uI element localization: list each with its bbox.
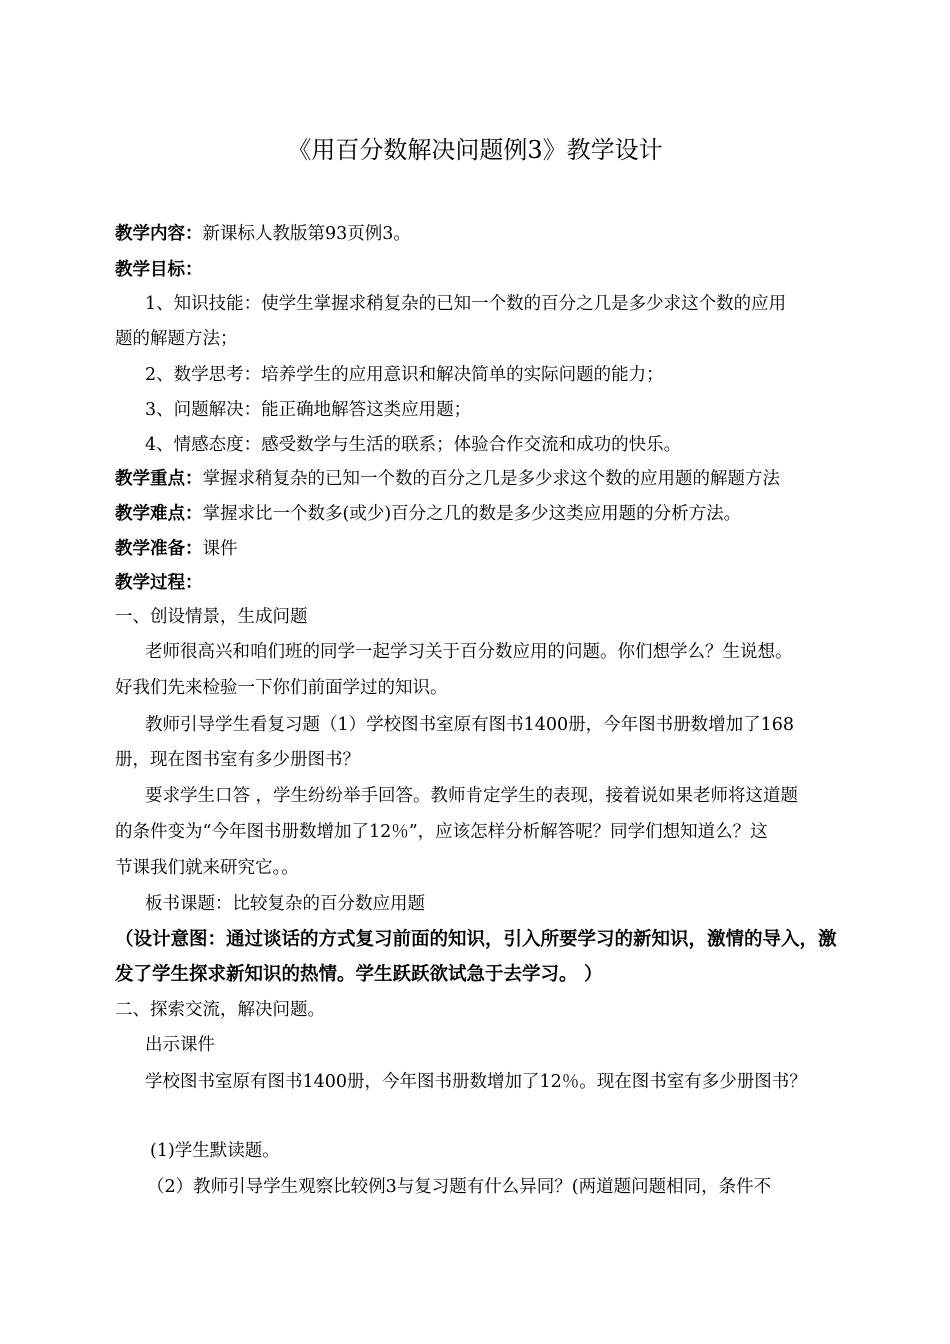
step-1: (1)学生默读题。 bbox=[150, 1141, 280, 1161]
goal-1-line-1: 1、知识技能：使学生掌握求稍复杂的已知一个数的百分之几是多少求这个数的应用 bbox=[145, 294, 787, 314]
goal-1-line-2: 题的解题方法； bbox=[115, 329, 238, 349]
paragraph-1-line-1: 老师很高兴和咱们班的同学一起学习关于百分数应用的问题。你们想学么？生说想。 bbox=[145, 642, 793, 662]
section-2-heading: 二、探索交流，解决问题。 bbox=[115, 1000, 325, 1020]
board-title: 板书课题：比较复杂的百分数应用题 bbox=[145, 894, 425, 914]
teaching-content bbox=[115, 222, 411, 246]
show-courseware: 出示课件 bbox=[145, 1035, 215, 1055]
preparation-text: 课件 bbox=[202, 539, 238, 559]
design-intent-line-2: 发了学生探求新知识的热情。学生跃跃欲试急于去学习。 ） bbox=[115, 964, 603, 985]
key-point bbox=[115, 467, 780, 491]
design-intent-line-1: （设计意图：通过谈话的方式复习前面的知识，引入所要学习的新知识，激情的导入，激 bbox=[115, 929, 837, 950]
paragraph-3-line-1: 要求学生口答 ，学生纷纷举手回答。教师肯定学生的表现，接着说如果老师将这道题 bbox=[145, 786, 799, 806]
document-title: 《用百分数解决问题例3》教学设计 bbox=[287, 136, 663, 164]
paragraph-3-line-3: 节课我们就来研究它。。 bbox=[115, 858, 299, 878]
preparation bbox=[115, 537, 238, 561]
section-1-heading: 一、创设情景，生成问题 bbox=[115, 607, 308, 627]
teaching-goals-label: 教学目标： bbox=[115, 260, 203, 280]
key-point-label: 教学重点： bbox=[115, 469, 203, 489]
teaching-content-text: 新课标人教版第93页例3。 bbox=[202, 224, 411, 244]
teaching-content-label: 教学内容： bbox=[115, 224, 203, 244]
goal-4: 4、情感态度：感受数学与生活的联系；体验合作交流和成功的快乐。 bbox=[145, 435, 682, 455]
difficulty-label: 教学难点： bbox=[115, 504, 203, 524]
difficulty bbox=[115, 502, 741, 526]
paragraph-2-line-1: 教师引导学生看复习题（1）学校图书室原有图书1400册，今年图书册数增加了168 bbox=[145, 715, 795, 735]
step-2: （2）教师引导学生观察比较例3与复习题有什么异同？(两道题问题相同，条件不 bbox=[147, 1177, 772, 1197]
difficulty-text: 掌握求比一个数多(或少)百分之几的数是多少这类应用题的分析方法。 bbox=[202, 504, 742, 524]
key-point-text: 掌握求稍复杂的已知一个数的百分之几是多少求这个数的应用题的解题方法 bbox=[202, 469, 780, 489]
goal-3: 3、问题解决：能正确地解答这类应用题； bbox=[145, 400, 472, 420]
paragraph-2-line-2: 册，现在图书室有多少册图书？ bbox=[115, 750, 360, 770]
preparation-label: 教学准备： bbox=[115, 539, 203, 559]
paragraph-1-line-2: 好我们先来检验一下你们前面学过的知识。 bbox=[115, 678, 448, 698]
goal-2: 2、数学思考：培养学生的应用意识和解决简单的实际问题的能力； bbox=[145, 365, 664, 385]
problem-text: 学校图书室原有图书1400册，今年图书册数增加了12％。现在图书室有多少册图书？ bbox=[145, 1072, 807, 1092]
paragraph-3-line-2: 的条件变为“今年图书册数增加了12％”，应该怎样分析解答呢？同学们想知道么？这 bbox=[115, 822, 768, 842]
process-label: 教学过程： bbox=[115, 573, 203, 593]
